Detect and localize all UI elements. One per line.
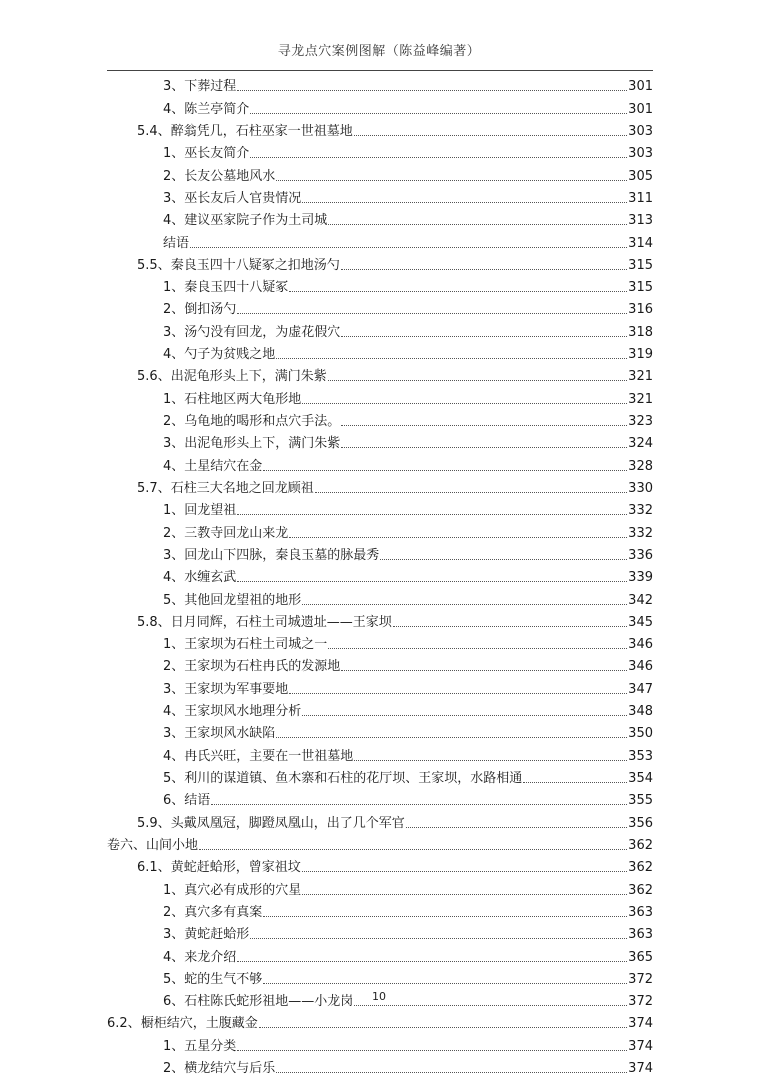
toc-entry-title: 秦良玉四十八疑冢 (184, 280, 289, 296)
toc-entry[interactable] (107, 1056, 653, 1078)
toc-entry[interactable] (107, 855, 653, 877)
toc-entry-page: 330 (628, 480, 653, 496)
toc-dot-leader (237, 581, 627, 582)
toc-dot-leader (315, 492, 627, 493)
toc-entry[interactable] (107, 877, 653, 899)
toc-entry-page: 346 (628, 659, 653, 675)
toc-dot-leader (263, 916, 627, 917)
toc-entry-title: 出泥龟形头上下，满门朱紫 (170, 369, 327, 385)
toc-dot-leader (341, 425, 627, 426)
toc-entry-text (163, 1039, 628, 1054)
toc-entry-title: 黄蛇赶蛤形 (184, 927, 250, 943)
toc-entry-text (163, 347, 628, 362)
toc-entry-page: 332 (628, 503, 653, 519)
toc-entry-page: 347 (628, 681, 653, 697)
toc-entry-number: 3、 (163, 547, 185, 563)
toc-entry-text (163, 503, 628, 518)
toc-dot-leader (380, 559, 627, 560)
toc-entry[interactable] (107, 699, 653, 721)
toc-entry-number: 4、 (163, 458, 185, 474)
toc-entry[interactable] (107, 342, 653, 364)
toc-entry[interactable] (107, 208, 653, 230)
toc-dot-leader (302, 871, 627, 872)
toc-entry-text (163, 548, 628, 563)
toc-entry-page: 362 (628, 882, 653, 898)
toc-entry-title: 王家坝为石柱土司城之一 (184, 637, 328, 653)
toc-entry-title: 真穴必有成形的穴星 (184, 882, 302, 898)
toc-entry-text (163, 459, 628, 474)
toc-entry-number: 5、 (163, 971, 185, 987)
toc-entry-title: 巫长友简介 (184, 146, 250, 162)
toc-entry-page: 350 (628, 726, 653, 742)
toc-dot-leader (259, 1027, 627, 1028)
toc-entry-number: 2、 (163, 904, 185, 920)
toc-entry-title: 横龙结穴与后乐 (184, 1061, 276, 1077)
toc-dot-leader (393, 626, 627, 627)
toc-entry[interactable] (107, 967, 653, 989)
toc-entry-title: 利川的谋道镇、鱼木寨和石柱的花厅坝、王家坝，水路相通 (184, 771, 523, 786)
toc-entry[interactable] (107, 96, 653, 118)
toc-entry[interactable] (107, 319, 653, 341)
toc-entry-number: 5.7、 (137, 480, 171, 496)
toc-entry[interactable] (107, 1033, 653, 1055)
toc-entry-number: 1、 (163, 882, 185, 898)
toc-entry-text (163, 972, 628, 987)
toc-entry-title: 回龙山下四脉，秦良玉墓的脉最秀 (184, 547, 380, 563)
toc-dot-leader (341, 447, 627, 448)
toc-entry[interactable] (107, 833, 653, 855)
toc-entry-text (137, 860, 628, 875)
toc-entry-title: 真穴多有真案 (184, 904, 263, 920)
toc-entry-text (137, 124, 628, 139)
toc-entry[interactable] (107, 810, 653, 832)
toc-entry-number: 5.8、 (137, 614, 171, 630)
toc-entry-page: 336 (628, 547, 653, 563)
toc-entry[interactable] (107, 364, 653, 386)
toc-entry-title: 五星分类 (184, 1038, 237, 1054)
toc-entry-title: 汤勺没有回龙，为虚花假穴 (184, 324, 341, 340)
toc-entry-page: 316 (628, 302, 653, 318)
toc-entry-text (163, 905, 628, 920)
toc-entry-title: 日月同辉，石柱土司城遗址——王家坝 (170, 614, 392, 630)
toc-entry-number: 6、 (163, 793, 185, 809)
toc-entry-page: 362 (628, 837, 653, 853)
toc-entry-page: 354 (628, 771, 653, 786)
toc-entry-text (163, 570, 628, 585)
toc-entry-title: 建议巫家院子作为土司城 (184, 213, 328, 229)
toc-entry-text (163, 749, 628, 764)
toc-entry-page: 372 (628, 971, 653, 987)
toc-dot-leader (302, 403, 627, 404)
toc-entry-text (137, 481, 628, 496)
toc-entry-text (163, 659, 628, 674)
toc-dot-leader (354, 135, 627, 136)
toc-dot-leader (341, 336, 627, 337)
toc-dot-leader (302, 604, 627, 605)
toc-entry[interactable] (107, 476, 653, 498)
toc-entry-number: 6.2、 (107, 1016, 141, 1032)
toc-dot-leader (250, 157, 627, 158)
toc-entry-number: 3、 (163, 324, 185, 340)
toc-dot-leader (406, 827, 627, 828)
toc-entry-text (163, 169, 628, 184)
toc-entry-number: 3、 (163, 190, 185, 206)
toc-entry-title: 长友公墓地风水 (184, 168, 276, 184)
toc-entry-text (163, 213, 628, 228)
toc-entry-text (163, 392, 628, 407)
toc-entry-page: 301 (628, 79, 653, 95)
toc-entry-number: 4、 (163, 748, 185, 764)
toc-dot-leader (250, 938, 627, 939)
toc-dot-leader (276, 358, 627, 359)
toc-entry-number: 3、 (163, 681, 185, 697)
toc-entry-title: 王家坝为军事要地 (184, 681, 289, 697)
toc-entry-number: 2、 (163, 302, 185, 318)
toc-dot-leader (237, 90, 627, 91)
toc-dot-leader (302, 894, 627, 895)
toc-dot-leader (276, 180, 627, 181)
toc-entry[interactable] (107, 587, 653, 609)
toc-entry-text (163, 414, 628, 429)
toc-entry-text (163, 325, 628, 340)
toc-entry-title: 王家坝为石柱冉氏的发源地 (184, 659, 341, 675)
toc-entry-page: 363 (628, 904, 653, 920)
toc-entry-page: 372 (628, 994, 653, 1010)
toc-dot-leader (276, 1072, 627, 1073)
toc-entry-text (163, 593, 628, 608)
toc-entry-page: 374 (628, 1016, 653, 1032)
toc-entry-page: 342 (628, 592, 653, 608)
toc-entry-page: 323 (628, 414, 653, 429)
toc-entry[interactable] (107, 721, 653, 743)
toc-entry[interactable] (107, 610, 653, 632)
toc-entry-text (163, 726, 628, 741)
toc-entry-text (163, 883, 628, 898)
toc-entry-title: 三教寺回龙山来龙 (184, 525, 289, 541)
toc-entry-page: 374 (628, 1038, 653, 1054)
toc-entry-number: 4、 (163, 949, 185, 965)
toc-dot-leader (289, 693, 627, 694)
toc-dot-leader (190, 247, 627, 248)
toc-entry[interactable] (107, 654, 653, 676)
toc-entry[interactable] (107, 119, 653, 141)
toc-entry-text (163, 302, 628, 317)
toc-entry[interactable] (107, 453, 653, 475)
toc-entry-text (137, 258, 628, 273)
toc-entry[interactable] (107, 788, 653, 810)
toc-entry-page: 365 (628, 949, 653, 965)
toc-dot-leader (237, 313, 627, 314)
toc-entry-page: 374 (628, 1061, 653, 1077)
toc-entry-number: 2、 (163, 525, 185, 541)
toc-dot-leader (237, 514, 627, 515)
toc-entry-title: 秦良玉四十八疑冢之扣地汤勺 (170, 257, 340, 273)
toc-dot-leader (354, 760, 627, 761)
toc-entry-page: 353 (628, 748, 653, 764)
toc-dot-leader (263, 983, 627, 984)
toc-entry-page: 346 (628, 637, 653, 653)
toc-entry-number: 4、 (163, 704, 185, 720)
toc-entry-title: 结语 (184, 793, 211, 809)
toc-entry-number: 3、 (163, 726, 185, 742)
toc-entry-text (137, 615, 628, 630)
toc-entry[interactable] (107, 944, 653, 966)
toc-entry-text (163, 927, 628, 942)
toc-entry-text (163, 236, 628, 251)
toc-entry-title: 石柱陈氏蛇形祖地——小龙岗 (184, 994, 354, 1010)
toc-entry-number: 1、 (163, 146, 185, 162)
toc-entry-number: 3、 (163, 436, 185, 452)
toc-entry-title: 巫长友后人官贵情况 (184, 190, 302, 206)
toc-entry-page: 315 (628, 280, 653, 296)
toc-entry-number: 3、 (163, 927, 185, 943)
toc-dot-leader (276, 737, 627, 738)
toc-entry[interactable] (107, 766, 653, 788)
toc-entry[interactable] (107, 163, 653, 185)
toc-entry-title: 回龙望祖 (184, 503, 237, 519)
toc-entry[interactable] (107, 498, 653, 520)
toc-entry-number: 1、 (163, 1038, 185, 1054)
toc-entry-page: 348 (628, 704, 653, 720)
toc-entry-text (163, 950, 628, 965)
toc-entry-page: 321 (628, 369, 653, 385)
toc-entry-page: 356 (628, 815, 653, 831)
toc-entry-title: 乌龟地的喝形和点穴手法。 (184, 414, 341, 429)
toc-entry-title: 黄蛇赶蛤形，曾家祖坟 (170, 860, 301, 876)
toc-entry-number: 1、 (163, 503, 185, 519)
toc-dot-leader (341, 670, 627, 671)
toc-entry-text (137, 816, 628, 831)
toc-entry-page: 355 (628, 793, 653, 809)
toc-entry-page: 313 (628, 213, 653, 229)
toc-entry-text (163, 771, 628, 786)
toc-dot-leader (302, 202, 627, 203)
toc-entry-text (163, 1061, 628, 1076)
toc-entry-page: 314 (628, 235, 653, 251)
toc-entry-title: 山间小地 (146, 837, 199, 853)
toc-entry[interactable] (107, 676, 653, 698)
toc-entry[interactable] (107, 297, 653, 319)
toc-entry-page: 324 (628, 436, 653, 452)
toc-entry-page: 318 (628, 324, 653, 340)
toc-entry-title: 来龙介绍 (184, 949, 237, 965)
toc-entry-text (163, 793, 628, 808)
toc-dot-leader (237, 961, 627, 962)
toc-entry[interactable] (107, 275, 653, 297)
toc-entry-number: 5.5、 (137, 257, 171, 273)
toc-entry-number: 2、 (163, 414, 185, 429)
toc-entry-text (107, 838, 628, 853)
toc-entry[interactable] (107, 253, 653, 275)
toc-entry[interactable] (107, 922, 653, 944)
toc-entry-text (137, 369, 628, 384)
toc-entry[interactable] (107, 186, 653, 208)
toc-entry-page: 301 (628, 101, 653, 117)
toc-entry[interactable] (107, 520, 653, 542)
toc-entry-text (163, 102, 628, 117)
toc-entry-page: 339 (628, 570, 653, 586)
toc-entry-page: 311 (628, 190, 653, 206)
toc-entry-title: 醉翁凭几，石柱巫家一世祖墓地 (170, 123, 353, 139)
toc-dot-leader (263, 470, 627, 471)
toc-entry-title: 冉氏兴旺，主要在一世祖墓地 (184, 748, 354, 764)
toc-dot-leader (199, 849, 627, 850)
toc-entry-text (163, 704, 628, 719)
toc-entry-page: 345 (628, 614, 653, 630)
toc-entry-title: 头戴凤凰冠，脚蹬凤凰山，出了几个军官 (170, 815, 405, 831)
toc-dot-leader (341, 269, 627, 270)
toc-entry[interactable] (107, 409, 653, 431)
table-of-contents (107, 74, 653, 1078)
header-rule (107, 70, 653, 71)
toc-entry-text (163, 146, 628, 161)
toc-entry-title: 橱柜结穴，土腹藏金 (140, 1016, 258, 1032)
toc-entry-title: 水缠玄武 (184, 570, 237, 586)
toc-entry-number: 2、 (163, 168, 185, 184)
toc-entry-number: 卷六、 (107, 837, 147, 853)
toc-entry-title: 王家坝风水地理分析 (184, 704, 302, 720)
toc-entry-title: 下葬过程 (184, 79, 237, 95)
toc-entry-title: 石柱三大名地之回龙顾祖 (170, 480, 314, 496)
toc-entry-page: 315 (628, 257, 653, 273)
toc-entry-page: 303 (628, 146, 653, 162)
toc-entry[interactable] (107, 141, 653, 163)
toc-entry-text (163, 436, 628, 451)
toc-entry-number: 4、 (163, 347, 185, 363)
toc-entry-number: 5.4、 (137, 123, 171, 139)
toc-entry-number: 6、 (163, 994, 185, 1010)
page-header-title: 寻龙点穴案例图解（陈益峰编著） (277, 44, 481, 59)
toc-entry-title: 倒扣汤勺 (184, 302, 237, 318)
toc-entry-title: 王家坝风水缺陷 (184, 726, 276, 742)
toc-entry-number: 2、 (163, 659, 185, 675)
toc-dot-leader (302, 715, 627, 716)
toc-entry-number: 1、 (163, 637, 185, 653)
toc-entry-page: 362 (628, 860, 653, 876)
toc-entry-number: 1、 (163, 391, 185, 407)
toc-entry-title: 其他回龙望祖的地形 (184, 592, 302, 608)
toc-entry[interactable] (107, 900, 653, 922)
toc-entry-page: 328 (628, 458, 653, 474)
toc-entry-page: 363 (628, 927, 653, 943)
toc-dot-leader (250, 113, 627, 114)
toc-entry-number: 2、 (163, 1061, 185, 1077)
toc-entry-text (163, 526, 628, 541)
toc-entry-number: 5.6、 (137, 369, 171, 385)
toc-dot-leader (211, 804, 627, 805)
toc-entry[interactable] (107, 1011, 653, 1033)
toc-entry-page: 319 (628, 347, 653, 363)
toc-dot-leader (289, 537, 627, 538)
toc-entry-number: 5.9、 (137, 815, 171, 831)
toc-entry[interactable] (107, 565, 653, 587)
toc-entry-number: 4、 (163, 570, 185, 586)
toc-dot-leader (328, 224, 627, 225)
toc-entry-number: 4、 (163, 213, 185, 229)
toc-entry-text (163, 79, 628, 94)
toc-entry-number: 5、 (163, 592, 185, 608)
toc-dot-leader (289, 291, 627, 292)
toc-dot-leader (354, 1005, 627, 1006)
toc-dot-leader (328, 648, 627, 649)
toc-entry-number: 4、 (163, 101, 185, 117)
toc-entry-text (163, 682, 628, 697)
toc-entry-title: 出泥龟形头上下，满门朱紫 (184, 436, 341, 452)
toc-entry-number: 6.1、 (137, 860, 171, 876)
toc-entry-title: 陈兰亭简介 (184, 101, 250, 117)
toc-entry-text (163, 191, 628, 206)
toc-entry-text (163, 637, 628, 652)
toc-entry-text (163, 280, 628, 295)
toc-dot-leader (237, 1050, 627, 1051)
toc-entry[interactable] (107, 431, 653, 453)
toc-entry-page: 321 (628, 391, 653, 407)
toc-entry-title: 结语 (163, 235, 190, 251)
page-number: 10 (372, 990, 386, 1003)
toc-entry[interactable] (107, 74, 653, 96)
toc-entry-page: 303 (628, 123, 653, 139)
toc-entry-title: 石柱地区两大龟形地 (184, 391, 302, 407)
toc-entry[interactable] (107, 632, 653, 654)
toc-dot-leader (328, 380, 627, 381)
toc-entry-page: 332 (628, 525, 653, 541)
toc-entry-title: 土星结穴在金 (184, 458, 263, 474)
toc-entry-number: 5、 (163, 771, 185, 786)
toc-entry[interactable] (107, 386, 653, 408)
toc-entry-number: 1、 (163, 280, 185, 296)
toc-dot-leader (523, 782, 627, 783)
toc-entry-page: 305 (628, 168, 653, 184)
toc-entry-number: 3、 (163, 79, 185, 95)
toc-entry-title: 蛇的生气不够 (184, 971, 263, 987)
toc-entry[interactable] (107, 743, 653, 765)
toc-entry-title: 勺子为贫贱之地 (184, 347, 276, 363)
toc-entry[interactable] (107, 543, 653, 565)
toc-entry[interactable] (107, 230, 653, 252)
